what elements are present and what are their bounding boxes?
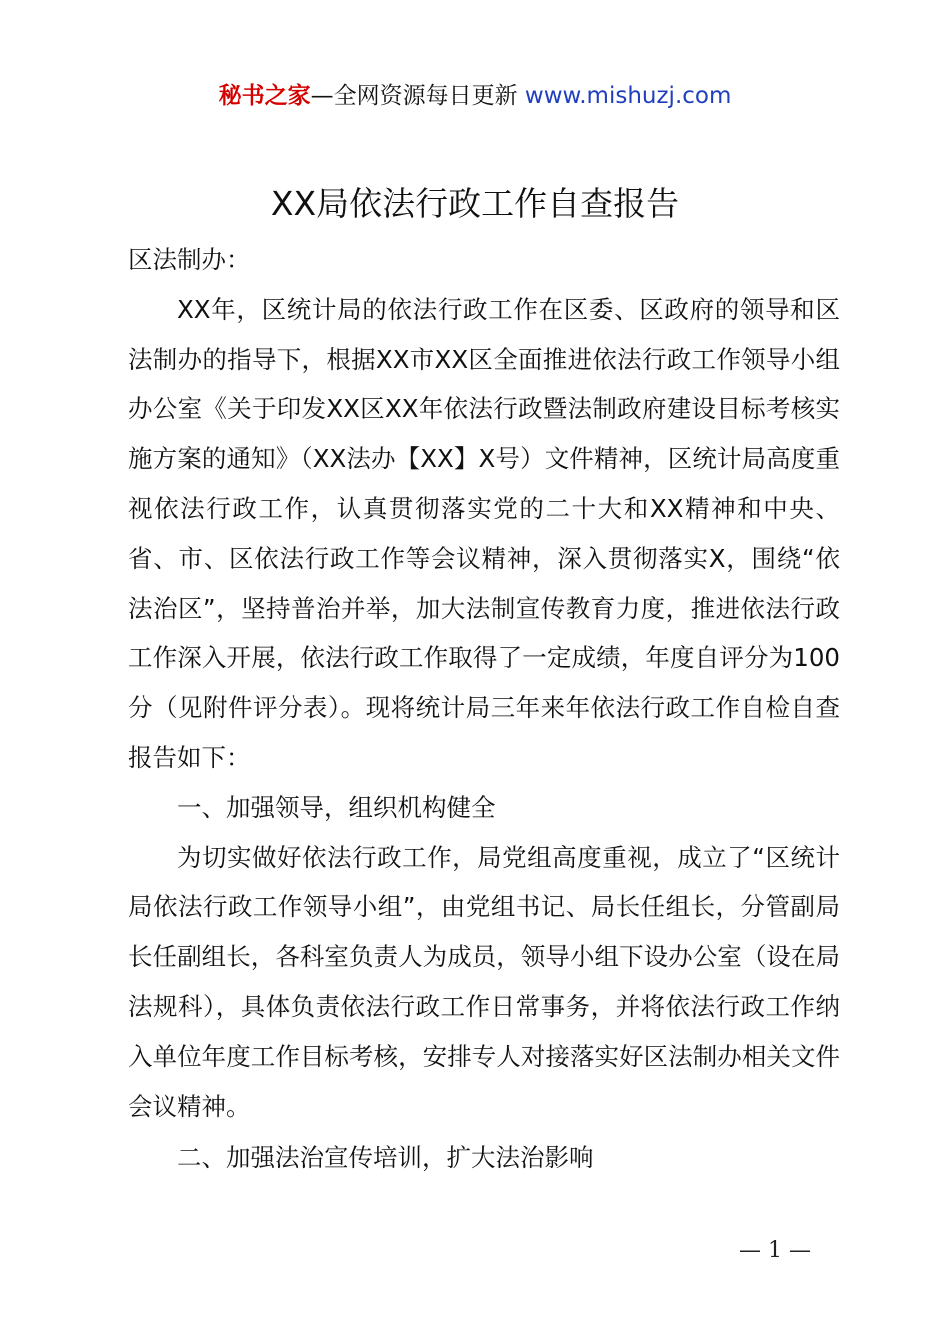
banner-brand: 秘书之家 (218, 83, 311, 109)
section-heading-2: 二、加强法治宣传培训，扩大法治影响 (177, 1143, 594, 1173)
document-title: XX局依法行政工作自查报告 (270, 184, 680, 223)
salutation: 区法制办： (128, 245, 251, 274)
page-number: — 1 — (739, 1238, 811, 1263)
document-body (128, 235, 840, 1183)
paragraph-section-1: 为切实做好依法行政工作，局党组高度重视，成立了“区统计局依法行政工作领导小组”，由党组书记、局长任组长，分管副局长任副组长，各科室负责人为成员，领导小组下设办公室（设在局法规科），具体负责依法行政工作日常事务，并将依法行政工作纳入单位年度工作目标考核，安排专人对接落实好区法制办相关文件会议精神。 (128, 842, 840, 1121)
banner-url-link[interactable]: www.mishuzj.com (524, 83, 732, 109)
paragraph-intro: XX年，区统计局的依法行政工作在区委、区政府的领导和区法制办的指导下，根据XX市XX区全面推进依法行政工作领导小组办公室《关于印发XX区XX年依法行政暨法制政府建设目标考核实施方案的通知》（XX法办【XX】X号）文件精神，区统计局高度重视依法行政工作，认真贯彻落实党的二十大和XX精神和中央、省、市、区依法行政工作等会议精神，深入贯彻落实X，围绕“依法治区”，坚持普治并举，加大法制宣传教育力度，推进依法行政工作深入开展，依法行政工作取得了一定成绩，年度自评分为100分（见附件评分表）。现将统计局三年来年依法行政工作自检自查报告如下： (128, 294, 840, 772)
banner-tagline: —全网资源每日更新 (310, 83, 525, 109)
site-banner (0, 80, 950, 112)
section-heading-1: 一、加强领导，组织机构健全 (177, 792, 496, 822)
